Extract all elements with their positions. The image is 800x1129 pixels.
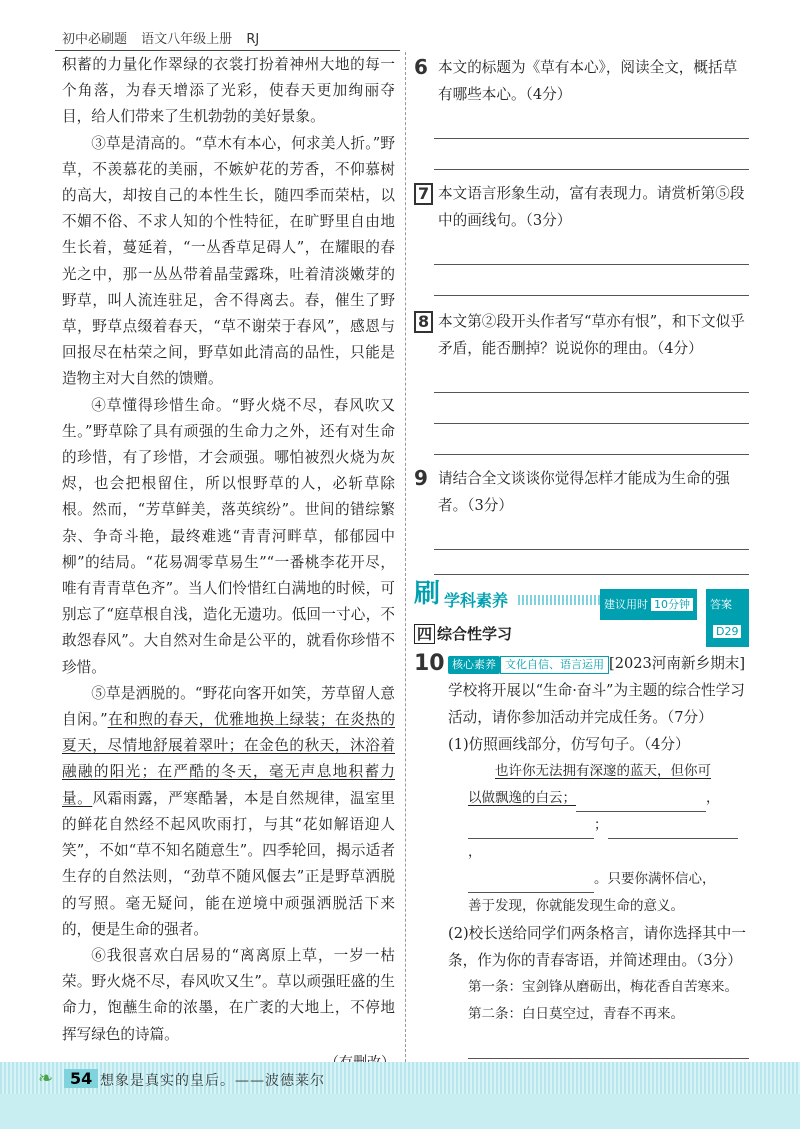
footer-quote: 想象是真实的皇后。——波德莱尔 [100,1073,325,1089]
answer-line[interactable] [434,108,749,139]
answer-value: D29 [713,625,741,638]
question-number: 7 [414,183,433,205]
question-source: [2023河南新乡期末] [609,655,746,672]
blank-row [414,866,749,893]
passage-paragraph-5 [62,681,395,943]
answer-line[interactable] [434,550,749,575]
question-text: 本文第②段开头作者写“草亦有恨”，和下文似乎矛盾，能否删掉？说说你的理由。（4分） [438,313,745,357]
question-7 [414,180,749,296]
literacy-topic-tag: 文化自信、语言运用 [500,656,609,674]
question-8 [414,308,749,455]
time-label: 建议用时 [604,598,648,611]
passage-paragraph-3: ③草是清高的。“草木有本心，何求美人折。”野草，不羡慕花的美丽，不嫉妒花的芳香，不仰慕树的高大，却按自己的本性生长，随四季而荣枯，以不媚不俗、不求人知的个性特征，在旷野里自由地生长着，蔓延着，“一丛香草足碍人”，在耀眼的春光之中，那一丛丛带着晶莹露珠，吐着清淡嫩芽的野草，叫人流连驻足，舍不得离去。春，催生了野草，野草点缀着春天，“草不谢荣于春风”，感恩与回报尽在枯荣之间，野草如此清高的品性，只能是造物主对大自然的馈赠。 [62,134,395,388]
answer-line[interactable] [434,234,749,265]
blank-row [414,812,749,866]
banner-title: 学科素养 [444,591,509,610]
question-text: 本文语言形象生动，富有表现力。请赏析第⑤段中的画线句。（3分） [438,185,745,229]
blank-fill[interactable] [468,874,594,893]
passage-paragraph-continued: 积蓄的力量化作翠绿的衣裳打扮着神州大地的每一个角落，为春天增添了光彩，使春天更加绚丽夺目，给人们带来了生机勃勃的美好景象。 [62,56,395,126]
model-sentence-2: 以做飘逸的白云； [468,790,576,806]
column-divider [405,52,406,1062]
question-number: 10 [414,651,445,676]
header-series: 初中必刷题 [62,32,128,47]
answer-line[interactable] [434,265,749,296]
model-sentence-4: 善于发现，你就能发现生命的意义。 [468,898,684,914]
p5-rest: 风霜雨露，严寒酷暑，本是自然规律，温室里的鲜花自然经不起风吹雨打，与其“花如解语迎人笑”，不如“草不知名随意生”。四季轮回，揭示适者生存的自然法则，“劲草不随风偃去”正是野草洒脱的写照。毫无疑问，能在逆境中顽强洒脱活下来的，便是生命的强者。 [62,789,395,938]
blank-fill[interactable] [608,820,738,839]
core-literacy-tag: 核心素养 [448,656,500,674]
answer-line[interactable] [468,1028,749,1059]
question-number: 6 [414,55,428,79]
header-rule [55,50,400,51]
sub-question-2: (2)校长送给同学们两条格言，请你选择其中一条，作为你的青春寄语，并简述理由。（3分） [448,925,746,969]
question-text: 请结合全文谈谈你觉得怎样才能成为生命的强者。（3分） [438,470,730,514]
questions-column [414,54,749,1086]
answer-line[interactable] [434,519,749,550]
answer-line[interactable] [434,424,749,455]
sub-question-1: (1)仿照画线部分，仿写句子。（4分） [448,736,690,753]
underlined-sentence: 在和煦的春天，优雅地换上绿装；在炎热的夏天，尽情地舒展着翠叶；在金色的秋天，沐浴着融融的阳光；在严酷的冬天，毫无声息地积蓄力量。 [62,711,395,807]
section-number: 四 [414,624,435,644]
question-10 [414,650,749,1086]
comma: ， [706,790,720,806]
section-heading [414,621,749,648]
passage-paragraph-4: ④草懂得珍惜生命。“野火烧不尽，春风吹又生。”野草除了具有顽强的生命力之外，还有对生命的珍惜，有了珍惜，才会顽强。哪怕被烈火烧为灰烬，也会把根留住，所以恨野草的人，必斩草除根。然而，“芳草鲜美，落英缤纷”。世间的错综繁杂、争奇斗艳，最终难逃“青青河畔草，郁郁园中柳”的结局。“花易凋零草易生”“一番桃李花开尽，唯有青青草色齐”。当人们怜惜红白满地的时候，可别忘了“庭草根自浅，造化无遗功。低回一寸心，不敢怨春风”。大自然对生命是公平的，就看你珍惜不珍惜。 [62,396,395,676]
answer-line[interactable] [434,362,749,393]
header-edition: RJ [246,32,260,47]
shua-glyph: 刷 [414,579,441,609]
page-footer [0,1062,800,1129]
comma: ， [468,844,482,860]
answer-line[interactable] [434,139,749,170]
blank-fill[interactable] [468,820,594,839]
time-value: 10分钟 [651,598,693,611]
model-sentence-2-row [414,785,749,812]
motto-2: 第二条：白日莫空过，青春不再来。 [468,1006,684,1022]
answer-page-badge [706,589,749,647]
answer-line[interactable] [434,393,749,424]
leaf-icon: ❧ [38,1068,54,1089]
question-intro: 学校将开展以“生命·奋斗”为主题的综合性学习活动，请你参加活动并完成任务。（7分） [448,682,745,726]
section-title: 综合性学习 [437,625,513,643]
header-subject: 语文八年级上册 [141,32,233,47]
banner-stripes [518,595,608,605]
motto-1: 第一条：宝剑锋从磨砺出，梅花香自苦寒来。 [468,979,738,995]
passage-paragraph-6: ⑥我很喜欢白居易的“离离原上草，一岁一枯荣。野火烧不尽，春风吹又生”。草以顽强旺盛的生命力，饱蘸生命的浓墨，在广袤的大地上，不停地挥写绿色的诗篇。 [62,946,395,1043]
semicolon: ； [594,817,608,833]
model-sentence-1: 也许你无法拥有深邃的蓝天，但你可 [495,763,711,779]
model-sentence-3: 。只要你满怀信心， [594,871,716,887]
question-number: 9 [414,466,428,490]
question-6 [414,54,749,170]
running-header [62,28,269,50]
suggested-time-badge [600,589,697,620]
question-text: 本文的标题为《草有本心》，阅读全文，概括草有哪些本心。（4分） [438,59,738,103]
reading-passage [62,52,395,1076]
p5-intro: ⑤草是洒脱的。“野花向客开如笑，芳草留人意自闲。” [62,684,395,729]
blank-fill[interactable] [576,793,706,812]
answer-label: 答案 [710,598,732,611]
page-number: 54 [64,1069,98,1088]
question-number: 8 [414,311,433,333]
question-9 [414,465,749,575]
